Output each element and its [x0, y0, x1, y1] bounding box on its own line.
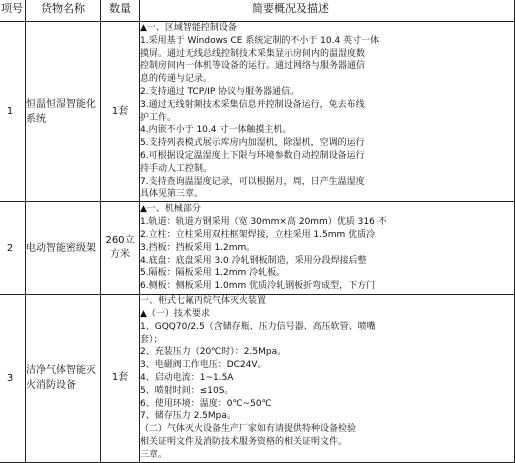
desc-line: 3、电磁阀工作电压：DC24V。: [140, 360, 267, 371]
item-description: [140, 22, 515, 202]
desc-line: 4.内嵌不小于 10.4 寸一体触摸主机。: [140, 125, 292, 136]
desc-line: 护工作。: [140, 112, 177, 123]
desc-line: 4.底盘：底盘采用 3.0 冷轧钢板制造，采用分段焊接后整: [140, 255, 367, 266]
desc-line: 6.可根据设定温湿度上下限与环境参数自动控制设备运行: [140, 150, 365, 161]
desc-line: 5、喷射时间：≤10S。: [140, 385, 234, 396]
item-description: [140, 202, 515, 295]
desc-line: 1.轨道：轨道方钢采用（宽 30mm×高 20mm）优质 316 不: [140, 217, 387, 228]
desc-line: 2.支持通过 TCP/IP 协议与服务器通信。: [140, 86, 300, 97]
desc-line: 5.隔板：隔板采用 1.2mm 冷轧板。: [140, 268, 286, 279]
desc-line: 6.侧板：侧板采用 1.0mm 优质冷轧钢板折弯成型，下方门: [140, 281, 376, 292]
item-qty: 1套: [101, 22, 140, 202]
desc-line: 相关证明文件及消防技术服务资格的相关证明文件。: [140, 436, 348, 447]
desc-line: 套）；: [140, 334, 163, 345]
row-index: 1: [0, 22, 26, 202]
desc-line: （二）气体灭火设备生产厂家如有请提供特种设备检验: [140, 424, 357, 435]
desc-line: 7.支持查询温湿度记录，可以根据月，周，日产生温湿度: [140, 176, 365, 187]
item-name: 恒温恒湿智能化系统: [26, 22, 101, 202]
row-index: 3: [0, 295, 26, 462]
row-index: 2: [0, 202, 26, 295]
table-row: [0, 22, 515, 202]
item-description: [140, 295, 515, 462]
desc-line: 1.采用基于 Windows CE 系统定制的不小于 10.4 英寸一体: [140, 35, 380, 46]
desc-line: 摸屏。通过无线总线控制技术采集显示房间内的温湿度数: [140, 48, 366, 59]
desc-line: 1、GQQ70/2.5（含储存瓶、压力信号器、高压软管、喷嘴: [140, 321, 376, 332]
desc-line: 4、启动电流：1~1.5A: [140, 372, 234, 383]
header-name: 货物名称: [26, 0, 101, 22]
desc-line: 3.挡板：挡板采用 1.2mm。: [140, 242, 256, 253]
desc-line: 持手动人工控制。: [140, 163, 213, 174]
desc-line: 息的传递与记录。: [140, 74, 213, 85]
item-qty: 1套: [101, 295, 140, 462]
table-row: [0, 295, 515, 462]
header-desc: 简要概况及描述: [140, 0, 515, 22]
header-index: 项号: [0, 0, 26, 22]
desc-line: ▲（一）技术要求: [140, 308, 210, 319]
header-qty: 数量: [101, 0, 140, 22]
item-name: 电动智能密级架: [26, 202, 101, 295]
desc-line: 6、使用环境：温度：0℃~50℃: [140, 398, 272, 409]
desc-line: 2.立柱：立柱采用双柱框架焊接，立柱采用 1.5mm 优质冷: [140, 229, 376, 240]
table-header-row: [0, 0, 515, 22]
desc-line: 具体见第三章。: [140, 189, 204, 200]
desc-line: ▲一、区域智能控制设备: [140, 23, 237, 33]
desc-line: 控制房间内一体机等设备的运行。通过网络与服务器通信: [140, 61, 366, 72]
item-name: 洁净气体智能灭火消防设备: [26, 295, 101, 462]
desc-line: 2、充装压力（20℃时）：2.5Mpa。: [140, 347, 287, 358]
desc-line: 7、储存压力 2.5Mpa。: [140, 411, 236, 422]
desc-line: ▲一、机械部分: [140, 204, 201, 215]
table-row: [0, 202, 515, 295]
item-qty: 260立方米: [101, 202, 140, 295]
desc-line: 一、柜式七氟丙烷气体灭火装置: [140, 296, 267, 307]
desc-line: 5.支持列表模式展示库房内加湿机，除湿机，空调的运行: [140, 138, 365, 149]
desc-line: 3.通过无线射频技术采集信息并控制设备运行，免去布线: [140, 99, 365, 110]
desc-line: 三章。: [140, 449, 168, 460]
